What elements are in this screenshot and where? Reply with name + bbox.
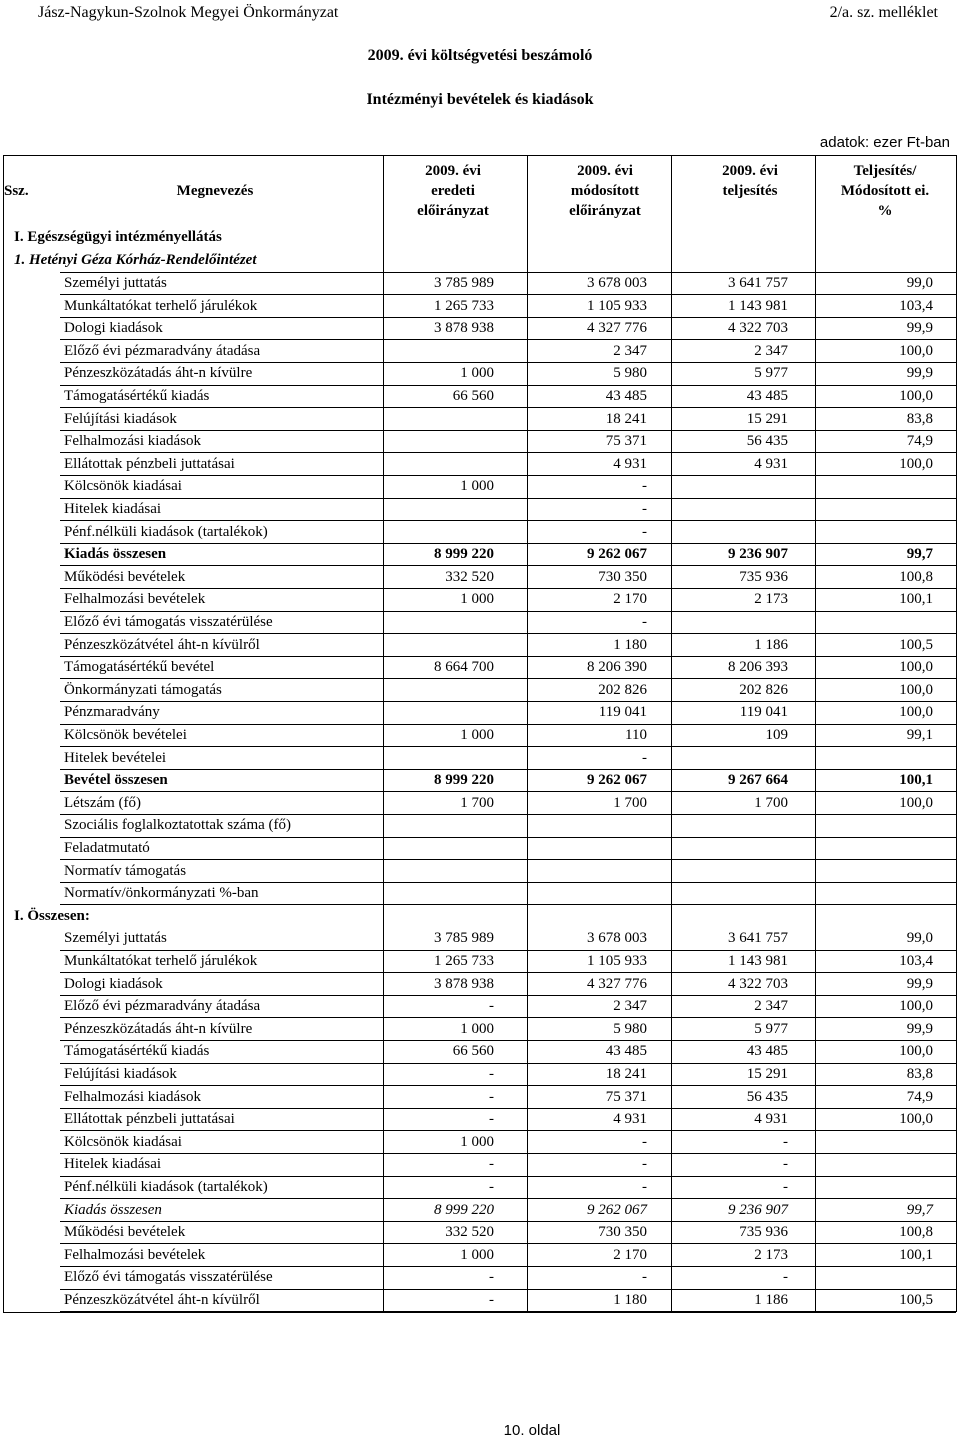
column-header-percent [820, 161, 950, 221]
actual-value: 4 322 703 [728, 320, 788, 337]
table-row [0, 1266, 960, 1288]
percent-value: 100,8 [899, 1224, 933, 1241]
row-label: Felhalmozási kiadások [64, 433, 202, 450]
row-label: Előző évi támogatás visszatérülése [64, 1269, 273, 1286]
modified-budget-value: 4 931 [613, 455, 647, 472]
modified-budget-value: - [642, 1269, 647, 1286]
modified-budget-value: - [642, 1156, 647, 1173]
actual-value: 5 977 [754, 1020, 788, 1037]
row-label: Támogatásértékű kiadás [64, 1043, 210, 1060]
modified-budget-value: 4 327 776 [587, 975, 647, 992]
row-label: Pénzmaradvány [64, 704, 160, 721]
table-row [0, 272, 960, 294]
table-row [0, 498, 960, 520]
percent-value: 83,8 [906, 1066, 933, 1082]
modified-budget-value: - [642, 1133, 647, 1150]
original-budget-value: 1 000 [460, 591, 494, 608]
actual-value: 2 347 [754, 998, 788, 1015]
table-row [0, 317, 960, 339]
row-label: Hitelek kiadásai [64, 1156, 162, 1173]
percent-value: 99,9 [906, 1020, 933, 1037]
original-budget-value: - [489, 1292, 494, 1308]
table-row [0, 1063, 960, 1085]
document-subtitle: Intézményi bevételek és kiadások [366, 91, 594, 108]
modified-budget-value: 730 350 [598, 1224, 647, 1241]
row-label: Felújítási kiadások [64, 1066, 177, 1082]
original-budget-value: 1 000 [460, 478, 494, 495]
table-row [0, 656, 960, 678]
original-budget-value: - [489, 1179, 494, 1195]
modified-budget-value: 1 700 [613, 794, 647, 811]
table-row [0, 385, 960, 407]
percent-value: 100,1 [899, 591, 933, 608]
actual-value: 202 826 [739, 681, 788, 698]
row-label: Munkáltatókat terhelő járulékok [64, 953, 258, 969]
table-row [0, 566, 960, 588]
table-row [0, 1086, 960, 1108]
row-label: Előző évi pézmaradvány átadása [64, 998, 261, 1015]
table-row [0, 1176, 960, 1198]
actual-value: 3 641 757 [728, 275, 788, 291]
row-label: Személyi juttatás [64, 930, 167, 947]
original-budget-value: 332 520 [445, 568, 494, 585]
header-institution: Jász-Nagykun-Szolnok Megyei Önkormányzat [38, 4, 339, 21]
percent-value: 99,9 [906, 365, 933, 382]
table-row [0, 837, 960, 859]
row-label: Pénzeszközátvétel áht-n kívülről [64, 636, 260, 653]
column-header-line: % [877, 203, 893, 219]
row-label: Felhalmozási bevételek [64, 591, 206, 608]
original-budget-value: 66 560 [452, 1043, 494, 1060]
row-label: Előző évi támogatás visszatérülése [64, 614, 273, 630]
original-budget-value: - [489, 1269, 494, 1286]
table-row [0, 453, 960, 475]
actual-value: 4 322 703 [728, 975, 788, 992]
modified-budget-value: 3 678 003 [587, 275, 647, 291]
column-header-original-budget [383, 161, 523, 221]
modified-budget-value: 8 206 390 [587, 659, 647, 676]
modified-budget-value: - [642, 523, 647, 540]
table-row [0, 295, 960, 317]
original-budget-value: 66 560 [452, 388, 494, 404]
summary-heading: I. Összesen: [14, 907, 90, 924]
modified-budget-value: 18 241 [605, 410, 647, 427]
row-label: Kölcsönök kiadásai [64, 1133, 182, 1150]
modified-budget-value: - [642, 749, 647, 766]
row-label: Munkáltatókat terhelő járulékok [64, 297, 258, 314]
modified-budget-value: 4 931 [613, 1111, 647, 1128]
table-row [0, 634, 960, 656]
section-heading: I. Egészségügyi intézményellátás [14, 229, 222, 245]
table-row [0, 1289, 960, 1311]
percent-value: 100,0 [899, 998, 933, 1015]
actual-value: 1 186 [754, 1292, 788, 1308]
row-label: Hitelek kiadásai [64, 501, 162, 517]
actual-value: 56 435 [746, 1088, 788, 1105]
original-budget-value: 1 000 [460, 727, 494, 743]
original-budget-value: 3 785 989 [434, 275, 494, 291]
row-label: Bevétel összesen [64, 772, 168, 789]
actual-value: 735 936 [739, 568, 788, 585]
actual-value: 2 347 [754, 342, 788, 359]
row-label: Működési bevételek [64, 1224, 186, 1241]
column-header-actual [680, 161, 820, 201]
row-label: Szociális foglalkoztatottak száma (fő) [64, 817, 291, 834]
original-budget-value: 1 000 [460, 1133, 494, 1150]
column-header-line: Módosított ei. [840, 183, 930, 199]
actual-value: 15 291 [746, 1066, 788, 1082]
table-row [0, 860, 960, 882]
table-row [0, 701, 960, 723]
actual-value: - [783, 1179, 788, 1195]
percent-value: 103,4 [899, 297, 933, 314]
original-budget-value: 3 878 938 [434, 320, 494, 337]
table-row [0, 408, 960, 430]
actual-value: 9 236 907 [728, 1201, 788, 1218]
table-row [0, 543, 960, 565]
table-row [0, 1199, 960, 1221]
table-row [0, 792, 960, 814]
table-row [0, 1018, 960, 1040]
table-row [0, 769, 960, 791]
column-header-line: előirányzat [417, 203, 489, 219]
table-row [0, 747, 960, 769]
modified-budget-value: 119 041 [598, 704, 647, 721]
modified-budget-value: 730 350 [598, 568, 647, 585]
table-row [0, 995, 960, 1017]
actual-value: 109 [765, 727, 788, 743]
row-label: Felhalmozási bevételek [64, 1246, 206, 1263]
modified-budget-value: 9 262 067 [587, 546, 647, 563]
actual-value: 4 931 [754, 455, 788, 472]
actual-value: 8 206 393 [728, 659, 788, 676]
row-label: Személyi juttatás [64, 275, 167, 291]
original-budget-value: 332 520 [445, 1224, 494, 1241]
percent-value: 100,0 [899, 1111, 933, 1128]
original-budget-value: 8 999 220 [434, 546, 494, 563]
actual-value: 1 143 981 [728, 297, 788, 314]
modified-budget-value: 2 170 [613, 1246, 647, 1263]
modified-budget-value: 1 105 933 [587, 953, 647, 969]
column-header-line: Teljesítés/ [853, 163, 917, 179]
percent-value: 74,9 [906, 433, 933, 450]
modified-budget-value: 5 980 [613, 365, 647, 382]
grid-line [60, 904, 956, 905]
row-label: Ellátottak pénzbeli juttatásai [64, 455, 235, 472]
original-budget-value: 8 664 700 [434, 659, 494, 676]
row-label: Kölcsönök kiadásai [64, 478, 182, 495]
table-row [0, 882, 960, 904]
original-budget-value: 1 265 733 [434, 297, 494, 314]
units-note: adatok: ezer Ft-ban [819, 134, 950, 151]
original-budget-value: 3 785 989 [434, 930, 494, 947]
percent-value: 100,5 [899, 1292, 933, 1308]
modified-budget-value: - [642, 478, 647, 495]
row-label: Pénzeszközátadás áht-n kívülre [64, 365, 253, 382]
institution-heading: 1. Hetényi Géza Kórház-Rendelőintézet [14, 252, 257, 268]
original-budget-value: - [489, 1066, 494, 1082]
percent-value: 100,0 [899, 388, 933, 404]
table-row [0, 814, 960, 836]
percent-value: 100,0 [899, 704, 933, 721]
actual-value: - [783, 1269, 788, 1286]
modified-budget-value: 18 241 [605, 1066, 647, 1082]
page-number: 10. oldal [503, 1422, 561, 1439]
original-budget-value: - [489, 1088, 494, 1105]
table-row [0, 340, 960, 362]
original-budget-value: 3 878 938 [434, 975, 494, 992]
modified-budget-value: 2 170 [613, 591, 647, 608]
grid-line [60, 1311, 956, 1312]
percent-value: 100,0 [899, 681, 933, 698]
column-header-line: eredeti [431, 183, 475, 199]
original-budget-value: - [489, 998, 494, 1015]
row-label: Kiadás összesen [64, 546, 167, 563]
original-budget-value: 1 700 [460, 794, 494, 811]
table-row [0, 475, 960, 497]
column-header-line: 2009. évi [722, 163, 778, 179]
percent-value: 74,9 [906, 1088, 933, 1105]
row-label: Működési bevételek [64, 568, 186, 585]
actual-value: 1 143 981 [728, 953, 788, 969]
table-row [0, 430, 960, 452]
row-label: Normatív/önkormányzati %-ban [64, 885, 259, 902]
column-header-line: teljesítés [722, 183, 778, 199]
percent-value: 83,8 [906, 410, 933, 427]
modified-budget-value: 9 262 067 [587, 772, 647, 789]
percent-value: 99,9 [906, 975, 933, 992]
row-label: Dologi kiadások [64, 975, 163, 992]
table-row [0, 927, 960, 949]
row-label: Előző évi pézmaradvány átadása [64, 342, 261, 359]
modified-budget-value: 75 371 [605, 1088, 647, 1105]
original-budget-value: 1 000 [460, 365, 494, 382]
percent-value: 100,0 [899, 455, 933, 472]
row-label: Hitelek bevételei [64, 749, 167, 766]
actual-value: 2 173 [754, 1246, 788, 1263]
original-budget-value: 1 265 733 [434, 953, 494, 969]
row-label: Kölcsönök bevételei [64, 727, 187, 743]
modified-budget-value: 2 347 [613, 998, 647, 1015]
percent-value: 100,0 [899, 659, 933, 676]
row-label: Felújítási kiadások [64, 410, 177, 427]
original-budget-value: 8 999 220 [434, 1201, 494, 1218]
original-budget-value: - [489, 1111, 494, 1128]
modified-budget-value: 5 980 [613, 1020, 647, 1037]
column-header-line: módosított [570, 183, 640, 199]
actual-value: 9 267 664 [728, 772, 788, 789]
modified-budget-value: 2 347 [613, 342, 647, 359]
modified-budget-value: 1 180 [613, 1292, 647, 1308]
actual-value: 9 236 907 [728, 546, 788, 563]
row-label: Pénzeszközátadás áht-n kívülre [64, 1020, 253, 1037]
table-row [0, 724, 960, 746]
percent-value: 99,9 [906, 320, 933, 337]
modified-budget-value: - [642, 1179, 647, 1195]
table-row [0, 1153, 960, 1175]
row-label: Támogatásértékű kiadás [64, 388, 210, 404]
column-header-line: előirányzat [569, 203, 641, 219]
original-budget-value: - [489, 1156, 494, 1173]
row-label: Felhalmozási kiadások [64, 1088, 202, 1105]
percent-value: 100,8 [899, 568, 933, 585]
percent-value: 99,0 [906, 275, 933, 291]
actual-value: 119 041 [739, 704, 788, 721]
percent-value: 100,0 [899, 794, 933, 811]
column-header-ssz: Ssz. [4, 183, 29, 199]
percent-value: 103,4 [899, 953, 933, 969]
percent-value: 99,1 [906, 727, 933, 743]
table-row [0, 1244, 960, 1266]
actual-value: - [783, 1156, 788, 1173]
actual-value: 735 936 [739, 1224, 788, 1241]
actual-value: 2 173 [754, 591, 788, 608]
column-header-line: 2009. évi [577, 163, 633, 179]
table-row [0, 362, 960, 384]
row-label: Támogatásértékű bevétel [64, 659, 215, 676]
header-annex: 2/a. sz. melléklet [829, 4, 938, 21]
percent-value: 100,0 [899, 1043, 933, 1060]
original-budget-value: 8 999 220 [434, 772, 494, 789]
column-header-modified-budget [530, 161, 680, 221]
modified-budget-value: 3 678 003 [587, 930, 647, 947]
modified-budget-value: 1 180 [613, 636, 647, 653]
original-budget-value: 1 000 [460, 1020, 494, 1037]
percent-value: 100,0 [899, 342, 933, 359]
modified-budget-value: - [642, 614, 647, 630]
table-row [0, 1108, 960, 1130]
table-row [0, 1221, 960, 1243]
percent-value: 99,0 [906, 930, 933, 947]
table-row [0, 973, 960, 995]
actual-value: - [783, 1133, 788, 1150]
actual-value: 3 641 757 [728, 930, 788, 947]
table-row [0, 521, 960, 543]
table-row [0, 611, 960, 633]
modified-budget-value: 43 485 [605, 1043, 647, 1060]
original-budget-value: 1 000 [460, 1246, 494, 1263]
modified-budget-value: 9 262 067 [587, 1201, 647, 1218]
row-label: Pénf.nélküli kiadások (tartalékok) [64, 523, 268, 540]
percent-value: 99,7 [906, 1201, 933, 1218]
percent-value: 100,1 [899, 1246, 933, 1263]
percent-value: 100,1 [899, 772, 933, 789]
table-row [0, 1040, 960, 1062]
actual-value: 15 291 [746, 410, 788, 427]
row-label: Önkormányzati támogatás [64, 681, 222, 698]
row-label: Pénf.nélküli kiadások (tartalékok) [64, 1179, 268, 1195]
table-row [0, 950, 960, 972]
modified-budget-value: 202 826 [598, 681, 647, 698]
modified-budget-value: 1 105 933 [587, 297, 647, 314]
percent-value: 100,5 [899, 636, 933, 653]
column-header-line: 2009. évi [425, 163, 481, 179]
row-label: Pénzeszközátvétel áht-n kívülről [64, 1292, 260, 1308]
modified-budget-value: - [642, 501, 647, 517]
document-title: 2009. évi költségvetési beszámoló [367, 47, 593, 64]
actual-value: 1 700 [754, 794, 788, 811]
row-label: Létszám (fő) [64, 794, 142, 811]
actual-value: 4 931 [754, 1111, 788, 1128]
row-label: Feladatmutató [64, 840, 150, 856]
table-row [0, 1131, 960, 1153]
actual-value: 56 435 [746, 433, 788, 450]
table-row [0, 679, 960, 701]
modified-budget-value: 4 327 776 [587, 320, 647, 337]
modified-budget-value: 110 [625, 727, 647, 743]
grid-line [3, 155, 956, 156]
row-label: Kiadás összesen [64, 1201, 162, 1218]
actual-value: 5 977 [754, 365, 788, 382]
actual-value: 43 485 [746, 1043, 788, 1060]
actual-value: 43 485 [746, 388, 788, 404]
table-row [0, 588, 960, 610]
row-label: Dologi kiadások [64, 320, 163, 337]
column-header-name: Megnevezés [176, 183, 254, 199]
row-label: Ellátottak pénzbeli juttatásai [64, 1111, 235, 1128]
percent-value: 99,7 [906, 546, 933, 563]
modified-budget-value: 43 485 [605, 388, 647, 404]
modified-budget-value: 75 371 [605, 433, 647, 450]
row-label: Normatív támogatás [64, 862, 187, 879]
actual-value: 1 186 [754, 636, 788, 653]
